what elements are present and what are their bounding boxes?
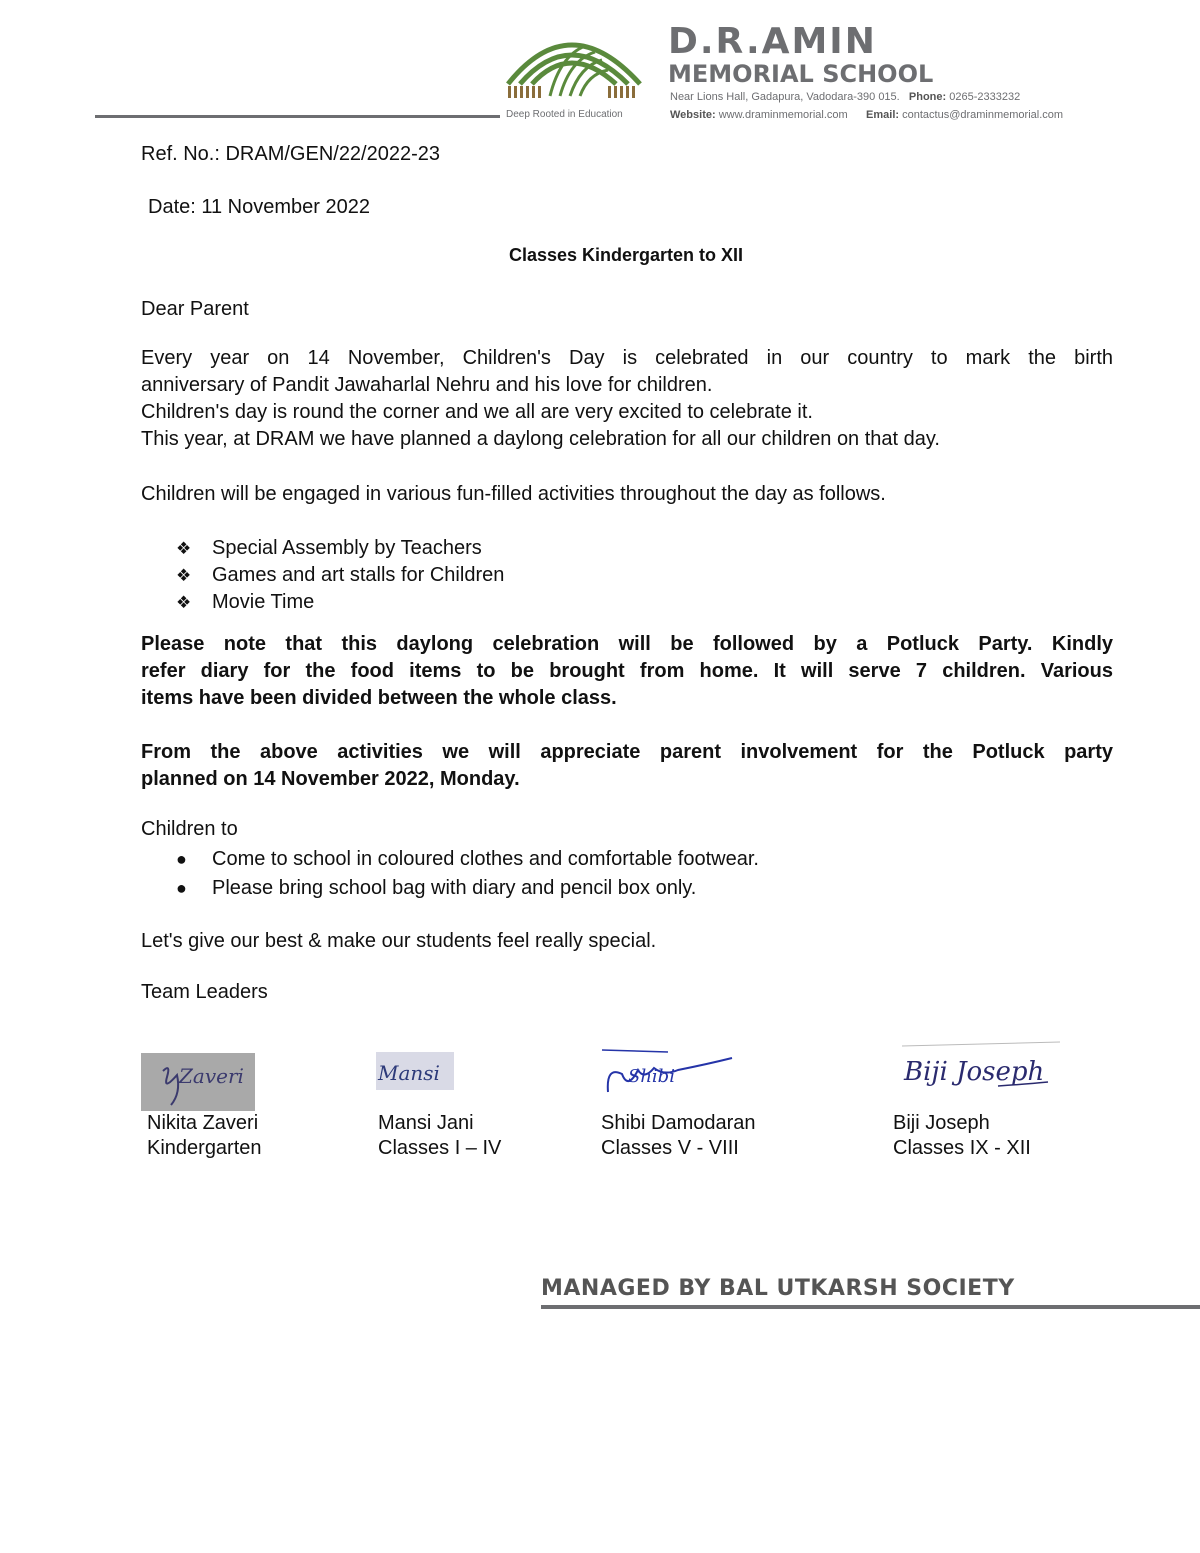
school-contact: Website: www.draminmemorial.com Email: contactus@draminmemorial.com xyxy=(670,109,1064,121)
ref-number: Ref. No.: DRAM/GEN/22/2022-23 xyxy=(141,143,441,165)
closing-line: Let's give our best & make our students feel really special. xyxy=(141,930,657,952)
letterhead-rule xyxy=(95,115,500,118)
letter-subject: Classes Kindergarten to XII xyxy=(508,245,744,265)
list-item: ❖ Games and art stalls for Children xyxy=(176,562,504,589)
list-item: ● Come to school in coloured clothes and comfortable footwear. xyxy=(176,845,759,874)
school-logo xyxy=(500,26,645,104)
school-name-line1: D.R.AMIN xyxy=(668,21,877,62)
school-tagline: Deep Rooted in Education xyxy=(506,109,623,120)
list-item: ❖ Movie Time xyxy=(176,589,504,616)
activities-intro: Children will be engaged in various fun-filled activities throughout the day as follows. xyxy=(141,483,886,505)
list-item: ● Please bring school bag with diary and pencil box only. xyxy=(176,874,759,903)
activities-list xyxy=(176,535,504,616)
bullet-icon: ● xyxy=(176,878,187,898)
potluck-note: Please note that this daylong celebration will be followed by a Potluck Party. Kindly refer diary for the food items to be brought from home. It will serve 7 children. Various items have been divided between the whole class. xyxy=(141,633,1113,709)
greeting: Dear Parent xyxy=(141,298,249,320)
signature-mansi xyxy=(376,1052,454,1090)
signatory-classes-1-4: Mansi Jani Classes I – IV xyxy=(378,1112,502,1159)
managed-by-footer: MANAGED BY BAL UTKARSH SOCIETY xyxy=(541,1276,1015,1301)
intro-paragraph xyxy=(141,345,1113,453)
instructions-list xyxy=(176,845,759,903)
svg-text:Mansi: Mansi xyxy=(378,1061,440,1085)
diamond-bullet-icon: ❖ xyxy=(176,593,192,612)
school-address: Near Lions Hall, Gadapura, Vadodara-390 015. Phone: 0265-2333232 xyxy=(670,91,1021,103)
svg-text:Zaveri: Zaveri xyxy=(179,1064,244,1088)
signature-zaveri xyxy=(141,1053,255,1111)
svg-text:Shibi: Shibi xyxy=(628,1066,675,1087)
intro-line: This year, at DRAM we have planned a daylong celebration for all our children on that day. xyxy=(141,428,940,450)
signatory-classes-9-12: Biji Joseph Classes IX - XII xyxy=(893,1112,1031,1159)
signatory-classes-5-8: Shibi Damodaran Classes V - VIII xyxy=(601,1112,756,1159)
list-item: ❖ Special Assembly by Teachers xyxy=(176,535,504,562)
children-to-label: Children to xyxy=(141,818,238,840)
signatory-kindergarten: Nikita Zaveri Kindergarten xyxy=(147,1112,262,1159)
letter-date: Date: 11 November 2022 xyxy=(148,196,370,218)
school-name-line2: MEMORIAL SCHOOL xyxy=(668,60,934,88)
intro-line: Every year on 14 November, Children's Day is celebrated in our country to mark the birth xyxy=(141,347,1113,369)
signature-biji xyxy=(898,1040,1063,1100)
intro-line: anniversary of Pandit Jawaharlal Nehru and his love for children. xyxy=(141,374,713,396)
footer-rule xyxy=(541,1305,1200,1309)
signature-image xyxy=(376,1052,454,1090)
signature-shibi xyxy=(598,1046,738,1102)
svg-text:Biji Joseph: Biji Joseph xyxy=(904,1057,1045,1087)
intro-line: Children's day is round the corner and we all are very excited to celebrate it. xyxy=(141,401,813,423)
team-leaders-label: Team Leaders xyxy=(141,981,268,1003)
signature-image xyxy=(141,1053,255,1111)
diamond-bullet-icon: ❖ xyxy=(176,539,192,558)
bullet-icon: ● xyxy=(176,849,187,869)
involvement-note: From the above activities we will appreciate parent involvement for the Potluck party planned on 14 November 2022, Monday. xyxy=(141,741,1113,790)
diamond-bullet-icon: ❖ xyxy=(176,566,192,585)
